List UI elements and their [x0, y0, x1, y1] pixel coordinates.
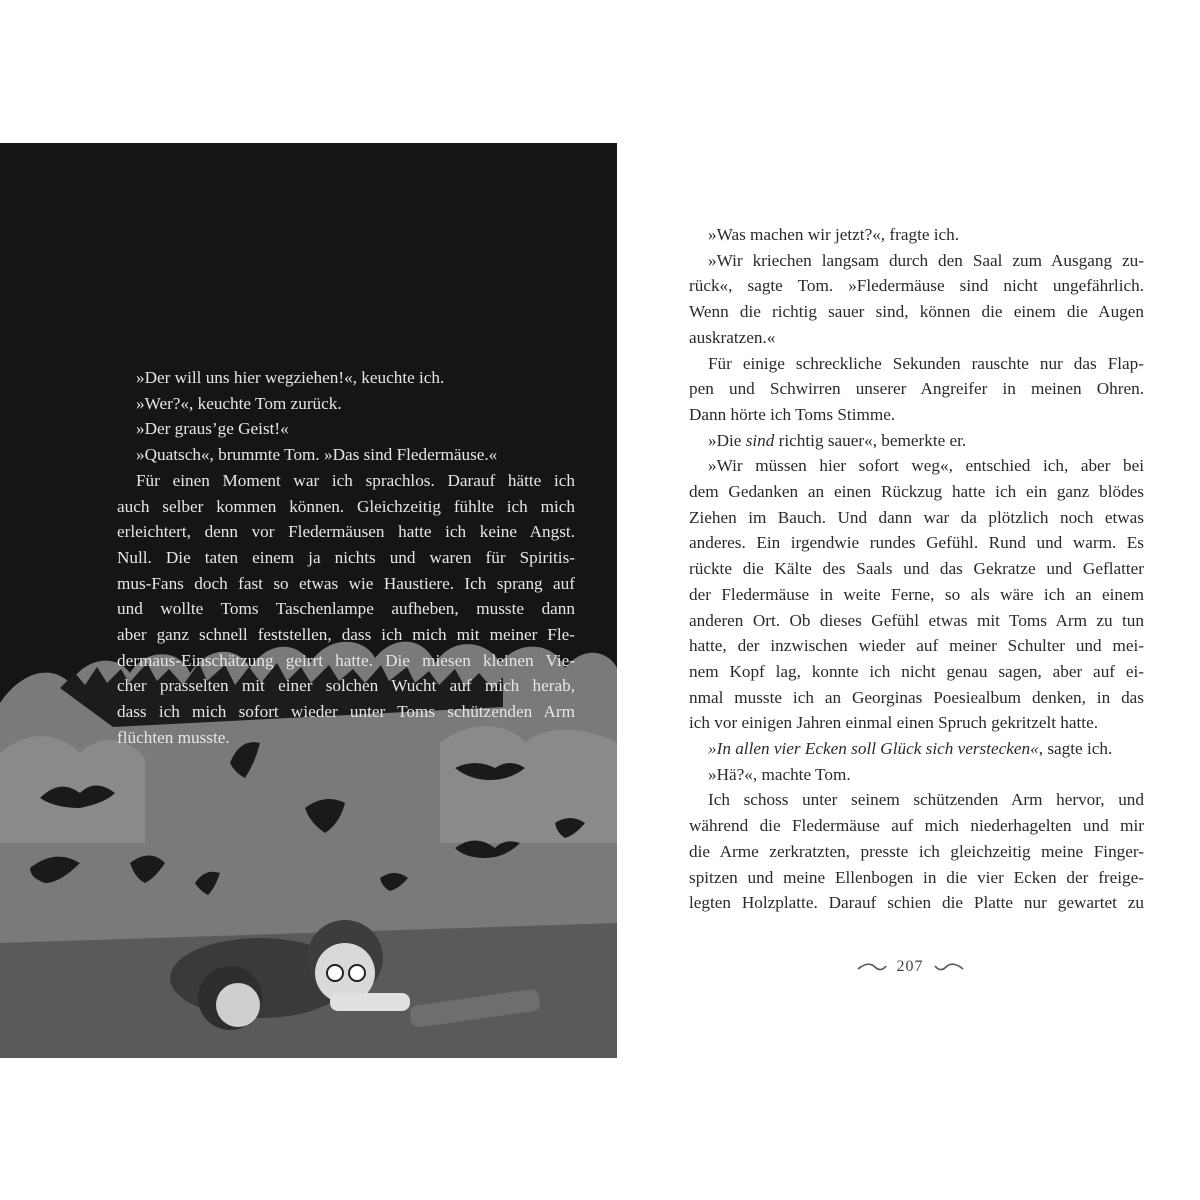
text-line: Wenn die richtig sauer sind, können die einem die Augen [689, 302, 1144, 322]
text-line: spitzen und meine Ellenbogen in die vier Ecken der freige- [689, 867, 1144, 887]
text-line: während die Fledermäuse auf mich niederhagelten und mir [689, 816, 1144, 836]
text-line: dermaus-Einschätzung geirrt hatte. Die miesen kleinen Vie- [117, 650, 575, 670]
emphasis: sind [745, 430, 775, 450]
text-line: nem Kopf lag, konnte ich nicht genau sagen, aber auf ei- [689, 661, 1144, 681]
text-line: rück«, sagte Tom. »Fledermäuse sind nicht ungefährlich. [689, 276, 1144, 296]
ornament-swash-left-icon [857, 961, 887, 973]
text-line: »Wir kriechen langsam durch den Saal zum Ausgang zu- [708, 250, 1144, 270]
text-line: Für einige schreckliche Sekunden rauschte nur das Flap- [708, 353, 1144, 373]
left-page-illustrated [0, 143, 617, 1058]
text-line: auskratzen.« [689, 327, 776, 347]
text-line: mus-Fans doch fast so etwas wie Haustiere. Ich sprang auf [117, 573, 575, 593]
page-number: 207 [896, 958, 924, 975]
text-line: erleichtert, denn vor Fledermäusen hatte ich keine Angst. [117, 522, 575, 542]
emphasis: »In allen vier Ecken soll Glück sich verstecken« [708, 739, 1039, 759]
text-line: »Quatsch«, brummte Tom. »Das sind Fledermäuse.« [136, 445, 498, 465]
text-line: und wollte Toms Taschenlampe aufheben, musste dann [117, 599, 575, 619]
text-line: legten Holzplatte. Darauf schien die Platte nur gewartet zu [689, 893, 1144, 913]
text-line: anderen Ort. Ob dieses Gefühl etwas mit Toms Arm zu tun [689, 610, 1144, 630]
text-line: dem Gedanken an einen Rückzug hatte ich ein ganz blödes [689, 482, 1144, 502]
text-line: »Wer?«, keuchte Tom zurück. [136, 393, 342, 413]
left-page-text [117, 365, 575, 751]
text-line: flüchten musste. [117, 727, 230, 747]
text-line: Null. Die taten einem ja nichts und waren für Spiritis- [117, 547, 575, 567]
text-line: der Fledermäuse in weite Ferne, so als wäre ich an einem [689, 584, 1144, 604]
text-line: rückte die Kälte des Saals und das Gekratze und Geflatter [689, 559, 1144, 579]
text-line: »Wir müssen hier sofort weg«, entschied ich, aber bei [708, 456, 1144, 476]
text-line: hatte, der inzwischen wieder auf meiner Schulter und mei- [689, 636, 1144, 656]
text-line: »Der will uns hier wegziehen!«, keuchte ich. [136, 368, 445, 387]
text-line: anderes. Ein irgendwie rundes Gefühl. Rund und warm. Es [689, 533, 1144, 553]
text-line: Für einen Moment war ich sprachlos. Darauf hätte ich [136, 470, 575, 490]
text-line: Ziehen im Bauch. Und dann war da plötzlich noch etwas [689, 507, 1144, 527]
text-line: Ich schoss unter seinem schützenden Arm hervor, und [708, 790, 1144, 810]
text-line: »Hä?«, machte Tom. [708, 764, 851, 784]
page-footer [845, 954, 975, 980]
text-line: Dann hörte ich Toms Stimme. [689, 404, 896, 424]
text-line: dass ich mich sofort wieder unter Toms schützenden Arm [117, 702, 575, 722]
text-line: auch selber kommen können. Gleichzeitig fühlte ich mich [117, 496, 575, 516]
text-line: »Der graus’ge Geist!« [136, 419, 289, 439]
text-line: cher prasselten mit einer solchen Wucht auf mich herab, [117, 676, 575, 696]
text-line: pen und Schwirren unserer Angreifer in meinen Ohren. [689, 379, 1144, 399]
right-page-text [689, 222, 1144, 916]
ornament-swash-right-icon [934, 961, 964, 973]
text-line: die Arme zerkratzten, presste ich gleichzeitig meine Finger- [689, 841, 1144, 861]
text-line: aber ganz schnell feststellen, dass ich mich mit meiner Fle- [117, 625, 575, 645]
text-line: »In allen vier Ecken soll Glück sich verstecken«, sagte ich. [708, 739, 1113, 759]
text-line: »Die sind richtig sauer«, bemerkte er. [708, 430, 967, 450]
text-line: ich vor einigen Jahren einmal einen Spruch gekritzelt hatte. [689, 713, 1099, 733]
text-line: nmal musste ich an Georginas Poesiealbum denken, in das [689, 687, 1144, 707]
text-line: »Was machen wir jetzt?«, fragte ich. [708, 225, 960, 244]
